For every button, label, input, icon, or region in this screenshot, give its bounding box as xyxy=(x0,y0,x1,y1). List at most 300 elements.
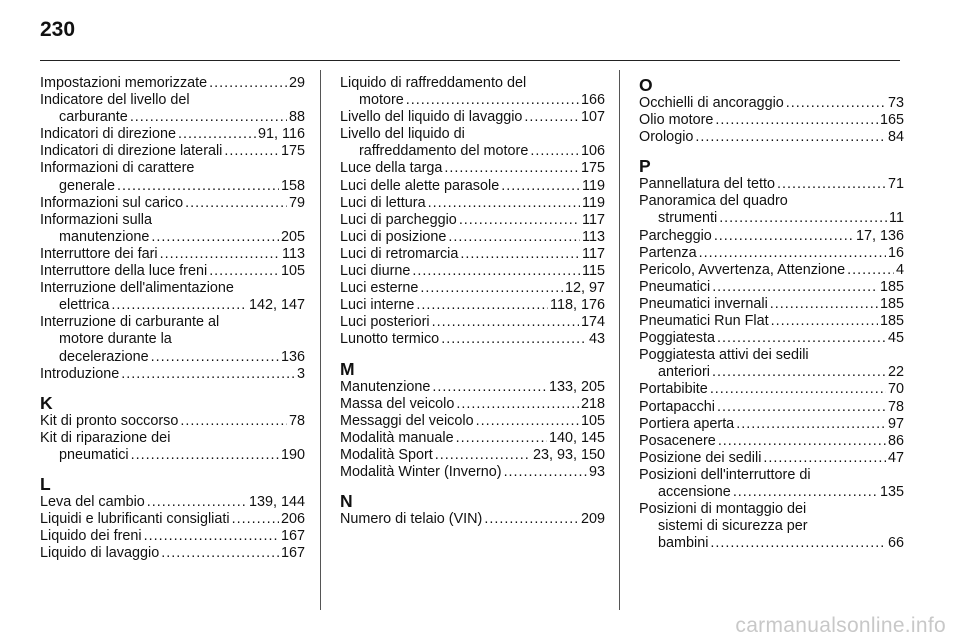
index-entry xyxy=(340,160,605,177)
index-entry-text: Lunotto termico xyxy=(340,331,440,348)
index-entry-text: Kit di riparazione dei xyxy=(40,429,171,446)
index-entry-line xyxy=(639,330,904,347)
index-entry-line xyxy=(639,416,904,433)
index-entry xyxy=(639,450,904,467)
index-entry xyxy=(639,112,904,129)
index-entry xyxy=(340,297,605,314)
index-entry-line xyxy=(340,143,605,160)
index-entry xyxy=(40,195,305,212)
dot-leader xyxy=(530,143,579,160)
index-entry-text: Orologio xyxy=(639,129,694,146)
index-entry-text: Posizione dei sedili xyxy=(639,449,762,466)
index-entry-text: elettrica xyxy=(59,297,110,314)
index-entry-line xyxy=(639,535,904,552)
index-entry-pages: 70 xyxy=(887,381,904,398)
index-entry-pages: 23, 93, 150 xyxy=(532,446,605,463)
dot-leader xyxy=(771,313,878,330)
index-entry-pages: 79 xyxy=(288,194,305,211)
index-entry xyxy=(40,314,305,365)
index-entry-pages: 4 xyxy=(895,261,904,278)
index-entry-line xyxy=(40,126,305,143)
index-entry-pages: 174 xyxy=(580,314,605,331)
index-entry-pages: 167 xyxy=(280,545,305,562)
index-entry-line xyxy=(340,331,605,348)
dot-leader xyxy=(209,263,279,280)
index-entry-pages: 78 xyxy=(288,412,305,429)
dot-leader xyxy=(151,229,279,246)
dot-leader xyxy=(695,129,886,146)
index-entry-text: Liquidi e lubrificanti consigliati xyxy=(40,511,230,528)
dot-leader xyxy=(770,296,878,313)
index-entry-pages: 106 xyxy=(580,143,605,160)
index-entry-text: Manutenzione xyxy=(340,378,431,395)
index-entry-pages: 133, 205 xyxy=(548,378,605,395)
index-entry-pages: 185 xyxy=(879,278,904,295)
index-entry xyxy=(340,413,605,430)
watermark: carmanualsonline.info xyxy=(735,614,946,637)
index-entry xyxy=(40,92,305,126)
dot-leader xyxy=(435,447,531,464)
index-entry-pages: 93 xyxy=(588,463,605,480)
index-entry-text: Luci di retromarcia xyxy=(340,245,459,262)
index-entry-line xyxy=(340,178,605,195)
index-entry-pages: 119 xyxy=(582,194,605,211)
index-entry-line xyxy=(40,413,305,430)
index-entry-pages: 105 xyxy=(580,412,605,429)
index-letter-heading: O xyxy=(639,75,653,95)
index-entry-line xyxy=(40,263,305,280)
index-entry-line xyxy=(340,75,605,92)
index-entry xyxy=(40,263,305,280)
index-entry xyxy=(639,330,904,347)
index-entry xyxy=(639,129,904,146)
index-entry-text: Informazioni sulla xyxy=(40,211,152,228)
index-entry-pages: 45 xyxy=(887,330,904,347)
index-entry-line xyxy=(40,430,305,447)
index-entry-pages: 73 xyxy=(887,95,904,111)
index-entry-pages: 22 xyxy=(887,364,904,381)
index-entry-text: Pneumatici invernali xyxy=(639,295,768,312)
index-entry-text: Portabibite xyxy=(639,381,708,398)
index-entry xyxy=(340,447,605,464)
index-entry xyxy=(639,467,904,501)
index-entry xyxy=(340,178,605,195)
index-entry-line xyxy=(639,176,904,193)
index-entry-line xyxy=(340,413,605,430)
index-entry xyxy=(40,280,305,314)
index-entry-text: Modalità manuale xyxy=(340,429,454,446)
index-entry-text: Posacenere xyxy=(639,432,716,449)
index-entry-line xyxy=(340,246,605,263)
index-entry-text: Interruttore della luce freni xyxy=(40,263,208,280)
index-entry-pages: 3 xyxy=(296,365,305,382)
index-entry-line xyxy=(40,109,305,126)
index-entry-line xyxy=(40,212,305,229)
index-entry xyxy=(40,126,305,143)
index-entry-line xyxy=(40,528,305,545)
index-entry xyxy=(40,545,305,562)
index-entry-text: manutenzione xyxy=(59,228,150,245)
index-entry-line xyxy=(639,279,904,296)
index-entry xyxy=(340,75,605,109)
index-entry-line xyxy=(340,297,605,314)
index-entry-text: Liquido dei freni xyxy=(40,528,142,545)
dot-leader xyxy=(160,246,280,263)
index-entry-text: Pneumatici xyxy=(639,278,711,295)
index-letter-heading: N xyxy=(340,491,353,512)
index-entry-pages: 119 xyxy=(582,177,605,194)
index-entry-line xyxy=(40,545,305,562)
dot-leader xyxy=(847,262,894,279)
index-entry xyxy=(639,296,904,313)
index-entry-text: Pneumatici Run Flat xyxy=(639,313,769,330)
index-entry-pages: 91, 116 xyxy=(258,126,305,143)
index-entry-pages: 97 xyxy=(887,415,904,432)
dot-leader xyxy=(786,95,886,112)
column-divider-1 xyxy=(320,70,321,610)
index-entry xyxy=(40,366,305,383)
index-entry xyxy=(340,280,605,297)
index-entry-text: Luci di parcheggio xyxy=(340,211,457,228)
index-entry xyxy=(340,229,605,246)
index-entry-text: Indicatori di direzione xyxy=(40,126,176,143)
index-entry-line xyxy=(40,92,305,109)
index-entry-text: Luci di posizione xyxy=(340,228,447,245)
index-entry-line xyxy=(40,246,305,263)
index-entry-line xyxy=(40,178,305,195)
index-entry xyxy=(340,263,605,280)
dot-leader xyxy=(147,494,247,511)
index-entry-pages: 115 xyxy=(582,263,605,280)
dot-leader xyxy=(144,528,279,545)
index-entry-text: motore durante la xyxy=(59,331,172,348)
dot-leader xyxy=(736,416,886,433)
index-entry-pages: 78 xyxy=(887,398,904,415)
index-entry-text: Parcheggio xyxy=(639,227,712,244)
index-entry xyxy=(40,246,305,263)
index-entry-text: decelerazione xyxy=(59,348,149,365)
index-entry-text: Modalità Sport xyxy=(340,446,433,463)
index-entry-line xyxy=(639,433,904,450)
index-entry-line xyxy=(40,331,305,348)
dot-leader xyxy=(131,447,279,464)
dot-leader xyxy=(456,396,579,413)
index-entry-line xyxy=(340,92,605,109)
index-entry xyxy=(40,528,305,545)
dot-leader xyxy=(476,413,579,430)
dot-leader xyxy=(710,535,886,552)
index-column-2 xyxy=(340,75,605,528)
index-entry-line xyxy=(639,467,904,484)
index-entry xyxy=(639,399,904,416)
index-entry-line xyxy=(40,195,305,212)
index-entry-pages: 117 xyxy=(582,245,605,262)
index-entry-line xyxy=(639,484,904,501)
index-entry-text: accensione xyxy=(658,483,731,500)
index-entry-pages: 11 xyxy=(889,210,904,227)
index-entry-line xyxy=(40,366,305,383)
index-entry-pages: 113 xyxy=(282,245,305,262)
index-entry-pages: 218 xyxy=(580,395,605,412)
index-entry-line xyxy=(40,494,305,511)
dot-leader xyxy=(718,433,886,450)
index-entry xyxy=(340,314,605,331)
index-entry-text: Portapacchi xyxy=(639,398,715,415)
index-entry-pages: 88 xyxy=(288,109,305,126)
index-entry xyxy=(40,413,305,430)
index-entry-text: Partenza xyxy=(639,244,697,261)
index-entry-line xyxy=(639,313,904,330)
dot-leader xyxy=(121,366,295,383)
index-entry-pages: 107 xyxy=(580,109,605,126)
index-entry-pages: 47 xyxy=(887,449,904,466)
index-entry-text: Kit di pronto soccorso xyxy=(40,412,179,429)
index-entry-text: motore xyxy=(359,92,404,109)
index-entry-line xyxy=(340,126,605,143)
index-entry-text: Livello del liquido di lavaggio xyxy=(340,109,523,126)
index-entry-text: Interruzione di carburante al xyxy=(40,314,220,331)
index-entry-pages: 139, 144 xyxy=(248,493,305,510)
index-entry-line xyxy=(340,212,605,229)
dot-leader xyxy=(185,195,287,212)
dot-leader xyxy=(412,263,580,280)
index-entry-line xyxy=(639,262,904,279)
index-entry-pages: 175 xyxy=(280,143,305,160)
index-entry xyxy=(340,511,605,528)
index-entry-pages: 185 xyxy=(879,313,904,330)
index-entry-line xyxy=(340,280,605,297)
index-entry-pages: 29 xyxy=(288,75,305,91)
index-letter-heading: L xyxy=(40,473,51,494)
index-entry-text: Liquido di raffreddamento del xyxy=(340,75,527,91)
index-entry-pages: 113 xyxy=(582,228,605,245)
index-letter-heading: M xyxy=(340,358,355,379)
index-entry-line xyxy=(340,314,605,331)
index-entry xyxy=(340,430,605,447)
index-entry-line xyxy=(40,160,305,177)
dot-leader xyxy=(459,212,580,229)
index-entry-line xyxy=(40,229,305,246)
dot-leader xyxy=(460,246,580,263)
dot-leader xyxy=(484,511,579,528)
dot-leader xyxy=(777,176,886,193)
index-entry-pages: 175 xyxy=(580,160,605,177)
index-entry-pages: 71 xyxy=(887,176,904,193)
index-entry xyxy=(340,109,605,126)
dot-leader xyxy=(209,75,287,92)
index-entry-pages: 185 xyxy=(879,295,904,312)
index-entry-pages: 206 xyxy=(280,511,305,528)
dot-leader xyxy=(733,484,878,501)
index-column-3 xyxy=(639,75,904,552)
index-entry-pages: 209 xyxy=(580,511,605,528)
index-entry-line xyxy=(340,263,605,280)
index-entry-line xyxy=(40,349,305,366)
index-entry-text: anteriori xyxy=(658,364,710,381)
index-entry-text: generale xyxy=(59,177,116,194)
index-entry xyxy=(40,212,305,246)
dot-leader xyxy=(717,399,886,416)
dot-leader xyxy=(524,109,579,126)
index-entry-line xyxy=(340,229,605,246)
index-entry-text: Informazioni sul carico xyxy=(40,194,184,211)
index-entry-text: carburante xyxy=(59,109,128,126)
index-entry xyxy=(40,160,305,194)
index-entry xyxy=(639,433,904,450)
dot-leader xyxy=(224,143,279,160)
index-entry-line xyxy=(340,160,605,177)
index-entry xyxy=(40,494,305,511)
index-entry xyxy=(340,246,605,263)
index-entry-pages: 140, 145 xyxy=(548,429,605,446)
index-entry-text: raffreddamento del motore xyxy=(359,143,529,160)
index-entry-text: Liquido di lavaggio xyxy=(40,545,160,562)
dot-leader xyxy=(428,195,580,212)
index-entry-line xyxy=(40,314,305,331)
index-entry xyxy=(340,195,605,212)
index-entry-pages: 136 xyxy=(280,348,305,365)
index-entry-text: Occhielli di ancoraggio xyxy=(639,95,784,111)
index-entry-pages: 16 xyxy=(887,244,904,261)
index-entry-text: sistemi di sicurezza per xyxy=(658,518,808,535)
index-entry-line xyxy=(639,347,904,364)
header-rule xyxy=(40,60,900,61)
index-entry-line xyxy=(340,195,605,212)
index-entry xyxy=(639,501,904,552)
index-entry-text: Introduzione xyxy=(40,365,120,382)
dot-leader xyxy=(712,279,878,296)
index-entry-text: strumenti xyxy=(658,210,718,227)
index-entry-line xyxy=(639,228,904,245)
index-entry-line xyxy=(639,245,904,262)
index-entry-text: Olio motore xyxy=(639,112,714,129)
dot-leader xyxy=(130,109,287,126)
index-entry-pages: 66 xyxy=(887,535,904,552)
index-entry-text: Livello del liquido di xyxy=(340,126,465,143)
index-entry-text: Indicatori di direzione laterali xyxy=(40,143,223,160)
index-entry xyxy=(340,126,605,160)
index-entry-text: Pannellatura del tetto xyxy=(639,176,776,193)
dot-leader xyxy=(448,229,580,246)
page-number: 230 xyxy=(40,18,76,41)
index-letter-heading: K xyxy=(40,392,53,413)
index-entry-text: Luci posteriori xyxy=(340,314,430,331)
index-entry-pages: 167 xyxy=(280,528,305,545)
index-entry-line xyxy=(639,450,904,467)
index-entry-text: Posizioni dell'interruttore di xyxy=(639,466,811,483)
index-entry-line xyxy=(340,464,605,481)
index-entry-text: Luci diurne xyxy=(340,263,411,280)
index-entry-line xyxy=(639,210,904,227)
index-entry-line xyxy=(340,379,605,396)
index-column-1 xyxy=(40,75,305,562)
index-entry-line xyxy=(639,129,904,146)
index-entry-text: Panoramica del quadro xyxy=(639,193,788,210)
index-entry-text: Luce della targa xyxy=(340,160,443,177)
index-entry-line xyxy=(639,193,904,210)
index-entry-text: pneumatici xyxy=(59,446,129,463)
index-entry-text: Luci di lettura xyxy=(340,194,426,211)
index-entry-line xyxy=(340,511,605,528)
index-entry-line xyxy=(639,501,904,518)
dot-leader xyxy=(432,314,579,331)
index-entry xyxy=(639,95,904,112)
index-entry-text: Posizioni di montaggio dei xyxy=(639,501,807,518)
index-entry xyxy=(639,313,904,330)
dot-leader xyxy=(717,330,886,347)
index-entry xyxy=(340,464,605,481)
index-entry xyxy=(639,193,904,227)
index-letter-heading: P xyxy=(639,156,651,177)
dot-leader xyxy=(715,112,878,129)
dot-leader xyxy=(117,178,279,195)
dot-leader xyxy=(432,379,547,396)
index-entry-text: Poggiatesta attivi dei sedili xyxy=(639,347,809,364)
dot-leader xyxy=(111,297,247,314)
index-entry-line xyxy=(639,518,904,535)
index-entry-text: Portiera aperta xyxy=(639,415,735,432)
dot-leader xyxy=(444,160,579,177)
index-entry xyxy=(340,331,605,348)
index-entry-line xyxy=(340,396,605,413)
index-entry-line xyxy=(340,430,605,447)
index-entry xyxy=(639,176,904,193)
index-entry xyxy=(40,511,305,528)
dot-leader xyxy=(456,430,547,447)
index-entry-text: Impostazioni memorizzate xyxy=(40,75,208,91)
index-entry-text: Luci delle alette parasole xyxy=(340,177,500,194)
index-entry xyxy=(639,228,904,245)
index-entry-pages: 165 xyxy=(879,112,904,129)
index-entry-pages: 17, 136 xyxy=(855,227,904,244)
index-entry-line xyxy=(639,95,904,112)
index-entry-text: Luci esterne xyxy=(340,280,419,297)
index-entry-text: Leva del cambio xyxy=(40,493,145,510)
index-entry-pages: 43 xyxy=(588,331,605,348)
index-entry-text: Interruzione dell'alimentazione xyxy=(40,280,234,297)
index-entry-text: Indicatore del livello del xyxy=(40,92,190,109)
index-entry-pages: 142, 147 xyxy=(248,297,305,314)
index-entry-pages: 118, 176 xyxy=(550,297,605,314)
column-divider-2 xyxy=(619,70,620,610)
index-entry-line xyxy=(639,364,904,381)
index-entry-pages: 158 xyxy=(280,177,305,194)
dot-leader xyxy=(420,280,563,297)
dot-leader xyxy=(416,297,548,314)
dot-leader xyxy=(161,545,279,562)
index-entry-text: Interruttore dei fari xyxy=(40,245,158,262)
index-entry-pages: 86 xyxy=(887,432,904,449)
index-entry-text: Luci interne xyxy=(340,297,415,314)
index-entry-line xyxy=(40,143,305,160)
index-entry-pages: 166 xyxy=(580,92,605,109)
dot-leader xyxy=(712,364,886,381)
index-entry-pages: 205 xyxy=(280,228,305,245)
index-entry-text: Massa del veicolo xyxy=(340,395,455,412)
index-entry xyxy=(340,379,605,396)
index-entry-line xyxy=(40,447,305,464)
dot-leader xyxy=(719,210,887,227)
index-entry-line xyxy=(40,511,305,528)
dot-leader xyxy=(710,381,886,398)
dot-leader xyxy=(232,511,279,528)
index-entry-pages: 135 xyxy=(879,483,904,500)
dot-leader xyxy=(441,331,587,348)
index-entry xyxy=(639,262,904,279)
index-entry-line xyxy=(639,296,904,313)
dot-leader xyxy=(180,413,287,430)
index-entry-line xyxy=(639,399,904,416)
